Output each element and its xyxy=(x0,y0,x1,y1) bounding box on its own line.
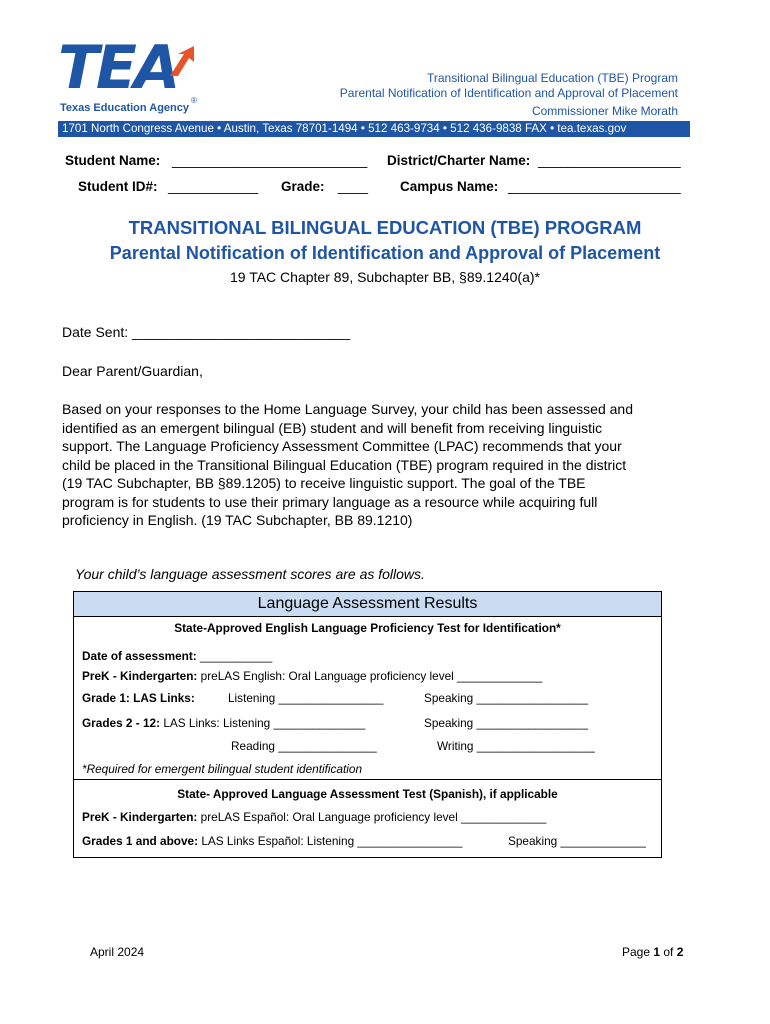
table-heading: Language Assessment Results xyxy=(74,592,661,617)
header-notification-line: Parental Notification of Identification and Approval of Placement xyxy=(339,86,678,100)
grades-2-12-speaking-field[interactable]: Speaking _________________ xyxy=(424,716,589,730)
paragraph-line: program is for students to use their primary language as a resource while acquiring full xyxy=(62,493,598,510)
document-title: TRANSITIONAL BILINGUAL EDUCATION (TBE) PROGRAM xyxy=(128,217,642,238)
header-program-line: Transitional Bilingual Education (TBE) Program xyxy=(427,71,678,85)
student-id-label: Student ID#: xyxy=(78,179,158,194)
spanish-speaking-field[interactable]: Speaking _____________ xyxy=(508,834,646,848)
section-divider xyxy=(74,779,661,780)
paragraph-line: (19 TAC Subchapter, BB §89.1205) to receive linguistic support. The goal of the TBE xyxy=(62,475,586,491)
date-sent[interactable]: Date Sent: ____________________________ xyxy=(62,324,351,340)
page-of: of xyxy=(660,945,677,959)
student-name-blank[interactable]: __________________________ xyxy=(172,153,368,168)
page-number xyxy=(622,945,683,959)
header-commissioner: Commissioner Mike Morath xyxy=(531,104,678,118)
scores-intro: Your child’s language assessment scores are as follows. xyxy=(75,566,425,582)
spanish-prek-label: PreK - Kindergarten: xyxy=(82,810,198,824)
greeting: Dear Parent/Guardian, xyxy=(62,363,203,379)
address-text: 1701 North Congress Avenue • Austin, Texas 78701-1494 • 512 463-9734 • 512 436-9838 FAX • tea.texas.gov xyxy=(62,122,627,135)
spanish-section-heading: State- Approved Language Assessment Test (Spanish), if applicable xyxy=(177,787,558,801)
date-of-assessment-label: Date of assessment: xyxy=(82,649,197,663)
logo-registered-mark: ® xyxy=(191,96,197,105)
spanish-listening-field[interactable]: LAS Links Español: Listening ________________ xyxy=(201,834,463,848)
logo-letters: TEA xyxy=(58,33,178,103)
grade1-speaking-field[interactable]: Speaking _________________ xyxy=(424,691,589,705)
paragraph-line: identified as an emergent bilingual (EB) student and will benefit from receiving linguistic xyxy=(62,419,603,436)
page-current: 1 xyxy=(653,945,661,959)
page-prefix: Page xyxy=(622,945,654,959)
prek-label: PreK - Kindergarten: xyxy=(82,669,198,683)
letter-paragraph xyxy=(62,400,702,530)
document-subtitle: Parental Notification of Identification and Approval of Placement xyxy=(109,243,661,263)
assessment-results-table xyxy=(73,591,662,858)
campus-name-label: Campus Name: xyxy=(400,179,499,194)
english-section-heading: State-Approved English Language Proficiency Test for Identification* xyxy=(174,621,561,635)
citation: 19 TAC Chapter 89, Subchapter BB, §89.1240(a)* xyxy=(229,269,540,285)
paragraph-line: support. The Language Proficiency Assessment Committee (LPAC) recommends that your xyxy=(62,438,622,454)
footer-date: April 2024 xyxy=(90,945,145,959)
spanish-grades-label: Grades 1 and above: xyxy=(82,834,199,848)
page-total: 2 xyxy=(676,945,684,959)
campus-name-blank[interactable]: _______________________ xyxy=(508,179,681,194)
grades-2-12-listening-field[interactable]: LAS Links: Listening ______________ xyxy=(163,716,366,730)
grades-2-12-reading-field[interactable]: Reading _______________ xyxy=(231,739,377,753)
grades-2-12-writing-field[interactable]: Writing __________________ xyxy=(437,739,595,753)
district-name-blank[interactable]: ___________________ xyxy=(538,153,681,168)
tea-logo xyxy=(58,33,208,118)
logo-arrow-icon xyxy=(170,46,206,76)
grades-2-12-label: Grades 2 - 12: xyxy=(82,716,161,730)
spanish-prek-field[interactable]: preLAS Español: Oral Language proficiency level _____________ xyxy=(200,810,547,824)
student-name-label: Student Name: xyxy=(65,153,161,168)
district-name-label: District/Charter Name: xyxy=(387,153,531,168)
paragraph-line: Based on your responses to the Home Language Survey, your child has been assessed and xyxy=(62,401,633,417)
date-of-assessment-blank[interactable]: ___________ xyxy=(200,649,273,663)
paragraph-line: child be placed in the Transitional Bilingual Education (TBE) program required in the district xyxy=(62,456,627,473)
address-bar xyxy=(58,121,690,137)
paragraph-line: proficiency in English. (19 TAC Subchapter, BB 89.1210) xyxy=(62,512,413,528)
prek-english-field[interactable]: preLAS English: Oral Language proficiency level _____________ xyxy=(200,669,543,683)
grade1-listening-field[interactable]: Listening ________________ xyxy=(228,691,384,705)
grade1-label: Grade 1: LAS Links: xyxy=(82,691,195,705)
grade-blank[interactable]: ____ xyxy=(338,179,369,194)
identification-note: *Required for emergent bilingual student identification xyxy=(82,762,363,776)
logo-agency-name: Texas Education Agency xyxy=(60,102,189,114)
student-id-blank[interactable]: ____________ xyxy=(168,179,259,194)
grade-label: Grade: xyxy=(281,179,325,194)
